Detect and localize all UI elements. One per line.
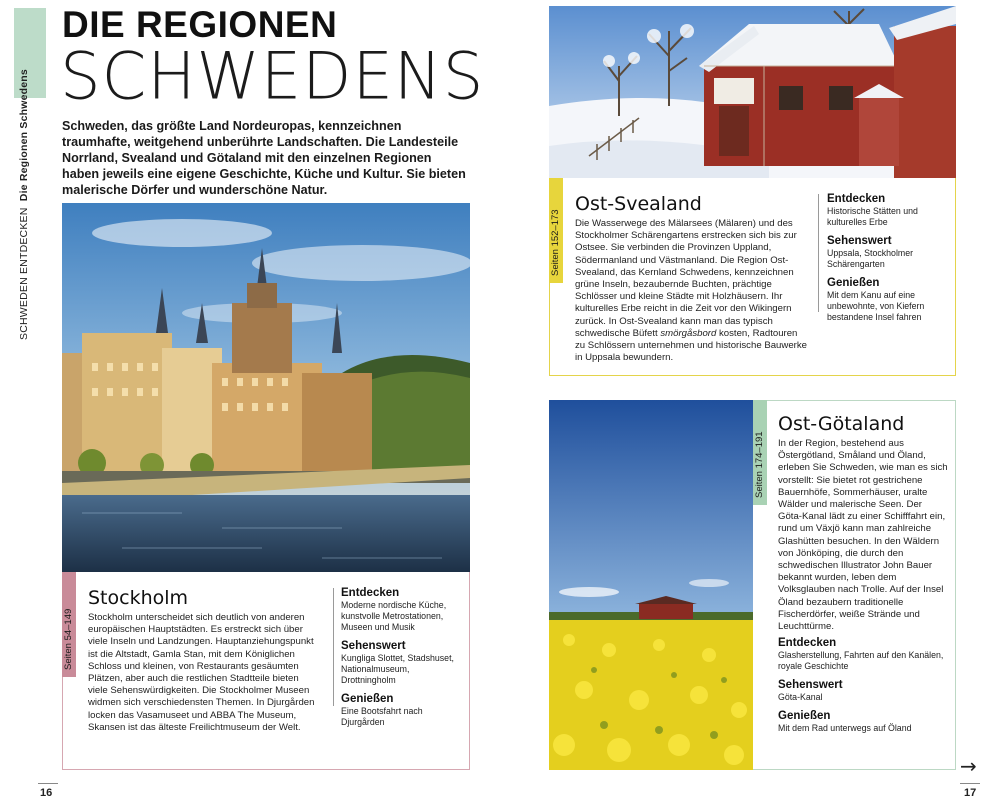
winter-village-photo: [549, 6, 956, 178]
rapeseed-field-photo: [549, 400, 753, 770]
svealand-entdecken-heading: Entdecken: [827, 193, 886, 205]
svealand-geniessen-text: Mit dem Kanu auf eine unbewohnte, von Kiefern bestandene Insel fahren: [827, 290, 925, 322]
gotaland-sehenswert-heading: Sehenswert: [778, 679, 843, 691]
stockholm-body: Stockholm unterscheidet sich deutlich von anderen europäischen Hauptstädten. Es erstreckt sich über viele Inseln und Landzungen. Hauptanziehungspunkt ist die Altstadt, Gamla Stan, mit dem Königlichen Schloss und kleinen, von Restaurants gesäumten Plätzen, aber auch die restlichen Stadtteile bieten viele Sehenswürdigkeiten. Die Stockholmer Museen widmen sich verschiedensten Themen. In Djurgården locken das Vasamuseet und ABBA The Museum, Skansen ist das älteste Freilichtmuseum der Welt.: [88, 612, 315, 733]
svealand-body-part1: Die Wasserwege des Mälarsees (Mälaren) und des Stockholmer Schärengartens erstrecken sich bis zur Ostsee. Sie verbinden die Provinzen Uppland, Södermanland und Västmanland. Die Region Ost-Svealand, das Kernland Schwedens, kennzeichnen grüne Inseln, bezaubernde Buchten, prächtige Schlösser und kleine Städte mit Holzhäusern. Ihr kulturelles Erbe reicht in die Zeit vor den Wikingern zurück. In Ost-Svealand kann man das typisch schwedische Büfett: [575, 218, 797, 339]
side-label-section: SCHWEDEN ENTDECKEN: [18, 207, 30, 340]
page-title-line2: SCHWEDENS: [60, 39, 485, 115]
page-number-rule-left: [38, 783, 58, 784]
gotaland-title: Ost-Götaland: [778, 413, 905, 435]
gotaland-sehenswert-text: Göta-Kanal: [778, 692, 823, 702]
intro-text: Schweden, das größte Land Nordeuropas, kennzeichnen traumhafte, weitgehend unberührte Landschaften. Die Landesteile Norrland, Svealand und Götaland mit den einzelnen Regionen haben jeweils eine eigene Geschichte, Küche und Kultur. Sie bieten malerische Dörfer und wunderschöne Natur.: [62, 119, 466, 197]
svealand-body-part2: kosten, Radtouren zu Schlössern unternehmen und historische Bauwerke in Uppsala bewundern.: [575, 327, 807, 364]
next-page-arrow-icon[interactable]: →: [960, 754, 977, 778]
svealand-divider: [818, 194, 819, 312]
gotaland-sidebar: [778, 636, 948, 740]
stockholm-pages: Seiten 54–149: [63, 608, 74, 670]
stockholm-divider: [333, 588, 334, 706]
gotaland-entdecken-heading: Entdecken: [778, 637, 837, 649]
svealand-sidebar: [827, 192, 949, 329]
gotaland-geniessen-heading: Genießen: [778, 710, 831, 722]
stockholm-geniessen-heading: Genießen: [341, 693, 394, 705]
page-number-right: 17: [964, 787, 977, 799]
svealand-sehenswert-heading: Sehenswert: [827, 235, 892, 247]
svealand-pages: Seiten 152–173: [550, 209, 561, 276]
gotaland-body: In der Region, bestehend aus Östergötland, Småland und Öland, erleben Sie Schweden, wie man es sich vorstellt: Sie bietet rot gestrichene Bauernhöfe, Sommerhäuser, uralte Wälder und malerische Seen. Der Göta-Kanal lädt zu einer Schifffahrt ein, rund um Växjö kann man zahlreiche Glashütten besuchen. In den Wäldern von Jönköping, die durch den schwedischen Illustrator John Bauer bekannt wurden, leben dem Volksglauben nach Trolle. Auf der Insel Öland bezaubern traditionelle Fischerdörfer, weiße Strände und Leuchttürme.: [778, 438, 948, 633]
stockholm-sehenswert-heading: Sehenswert: [341, 640, 406, 652]
stockholm-sidebar: [341, 586, 463, 734]
gotaland-entdecken-text: Glasherstellung, Fahrten auf den Kanälen, royale Geschichte: [778, 650, 944, 671]
svealand-body: [575, 218, 807, 364]
stockholm-photo: [62, 203, 470, 573]
page-title-line1: DIE REGIONEN: [62, 4, 338, 45]
gotaland-geniessen-text: Mit dem Rad unterwegs auf Öland: [778, 723, 912, 733]
stockholm-entdecken-text: Moderne nordische Küche, kunstvolle Metrostationen, Museen und Musik: [341, 600, 447, 632]
side-label-chapter: Die Regionen Schwedens: [18, 69, 30, 202]
page-number-left: 16: [40, 787, 53, 799]
gotaland-page-tab: [753, 400, 767, 505]
stockholm-page-tab: [62, 572, 76, 677]
chapter-side-label: [18, 69, 38, 340]
svealand-entdecken-text: Historische Stätten und kulturelles Erbe: [827, 206, 918, 227]
svealand-page-tab: [549, 178, 563, 283]
gotaland-pages: Seiten 174–191: [754, 431, 765, 498]
svealand-body-italic: smörgåsbord: [660, 327, 717, 339]
page-number-rule-right: [960, 783, 980, 784]
stockholm-sehenswert-text: Kungliga Slottet, Stadshuset, Nationalmuseum, Drottningholm: [341, 653, 454, 685]
svealand-geniessen-heading: Genießen: [827, 277, 880, 289]
svealand-title: Ost-Svealand: [575, 193, 702, 215]
svealand-sehenswert-text: Uppsala, Stockholmer Schärengarten: [827, 248, 914, 269]
stockholm-geniessen-text: Eine Bootsfahrt nach Djurgården: [341, 706, 423, 727]
stockholm-title: Stockholm: [88, 587, 189, 609]
stockholm-entdecken-heading: Entdecken: [341, 587, 400, 599]
